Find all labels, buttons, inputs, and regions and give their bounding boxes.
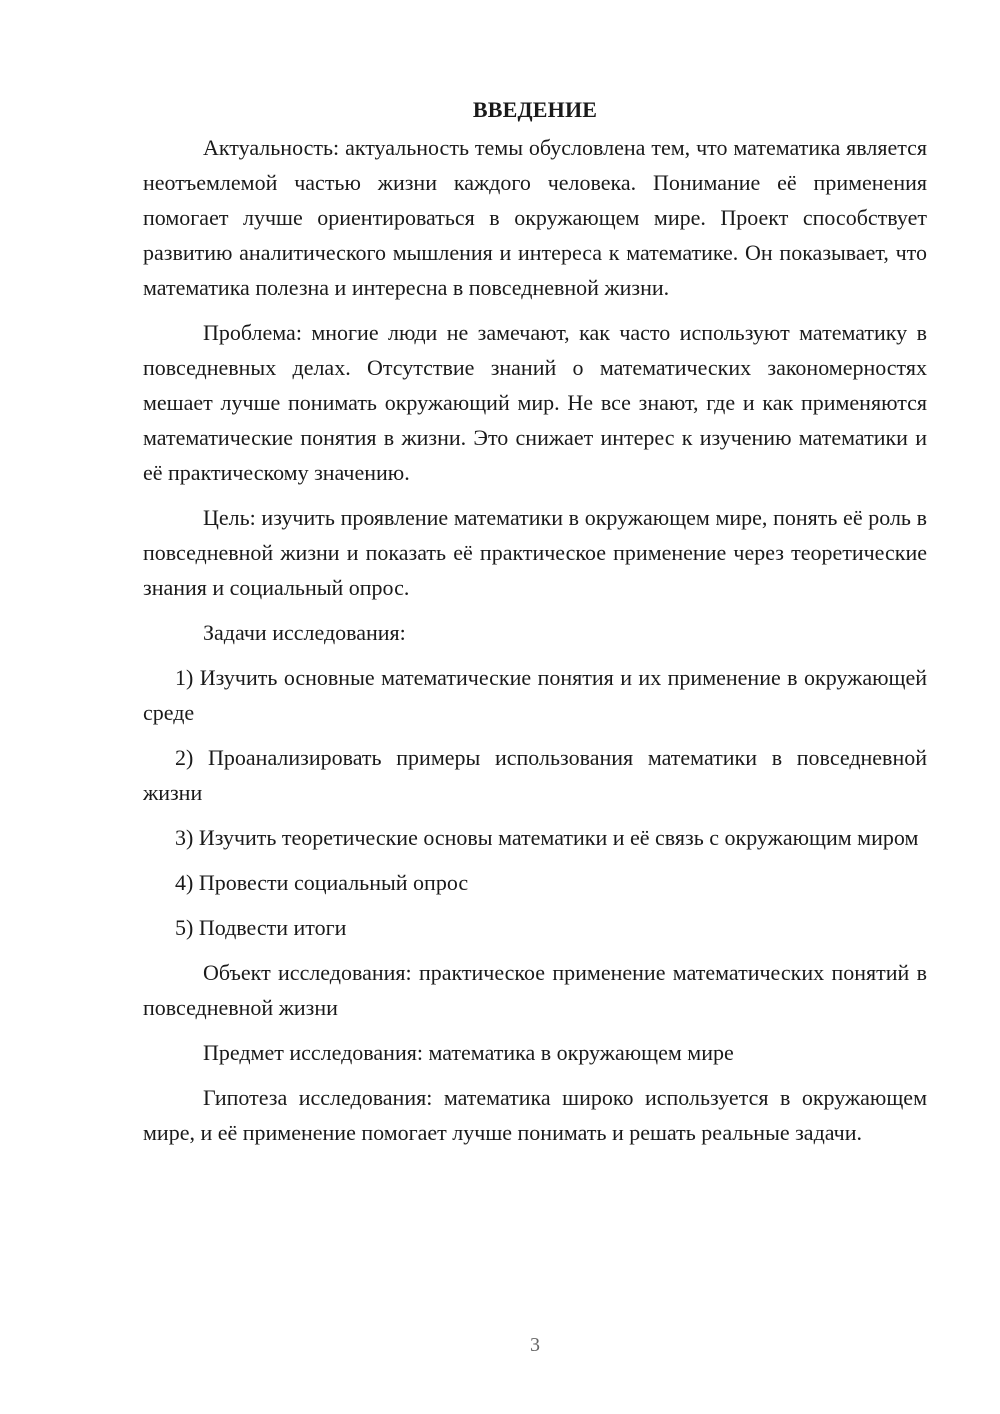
task-item: 5) Подвести итоги (175, 915, 347, 940)
page-number: 3 (530, 1334, 540, 1356)
task-item: 4) Провести социальный опрос (175, 870, 469, 895)
object-paragraph: Объект исследования: практическое применение математических понятий в повседневной жизни (143, 960, 927, 1020)
tasks-list (143, 660, 927, 945)
section-title: ВВЕДЕНИЕ (472, 97, 598, 122)
task-item: 2) Проанализировать примеры использования математики в повседневной жизни (143, 745, 927, 805)
task-item: 1) Изучить основные математические понятия и их применение в окружающей среде (143, 665, 927, 725)
relevance-paragraph: Актуальность: актуальность темы обусловлена тем, что математика является неотъемлемой частью жизни каждого человека. Понимание её применения помогает лучше ориентироваться в окружающем мире. Проект способствует развитию аналитического мышления и интереса к математике. Он показывает, что математика полезна и интересна в повседневной жизни. (143, 135, 927, 300)
tasks-heading: Задачи исследования: (203, 620, 406, 645)
goal-paragraph: Цель: изучить проявление математики в окружающем мире, понять её роль в повседневной жизни и показать её практическое применение через теоретические знания и социальный опрос. (143, 505, 927, 600)
subject-paragraph: Предмет исследования: математика в окружающем мире (203, 1040, 734, 1065)
task-item: 3) Изучить теоретические основы математики и её связь с окружающим миром (175, 825, 919, 850)
hypothesis-paragraph: Гипотеза исследования: математика широко используется в окружающем мире, и её применение помогает лучше понимать и решать реальные задачи. (143, 1085, 927, 1145)
document-page (143, 92, 927, 1160)
problem-paragraph: Проблема: многие люди не замечают, как часто используют математику в повседневных делах. Отсутствие знаний о математических закономерностях мешает лучше понимать окружающий мир. Не все знают, где и как применяются математические понятия в жизни. Это снижает интерес к изучению математики и её практическому значению. (143, 320, 927, 485)
